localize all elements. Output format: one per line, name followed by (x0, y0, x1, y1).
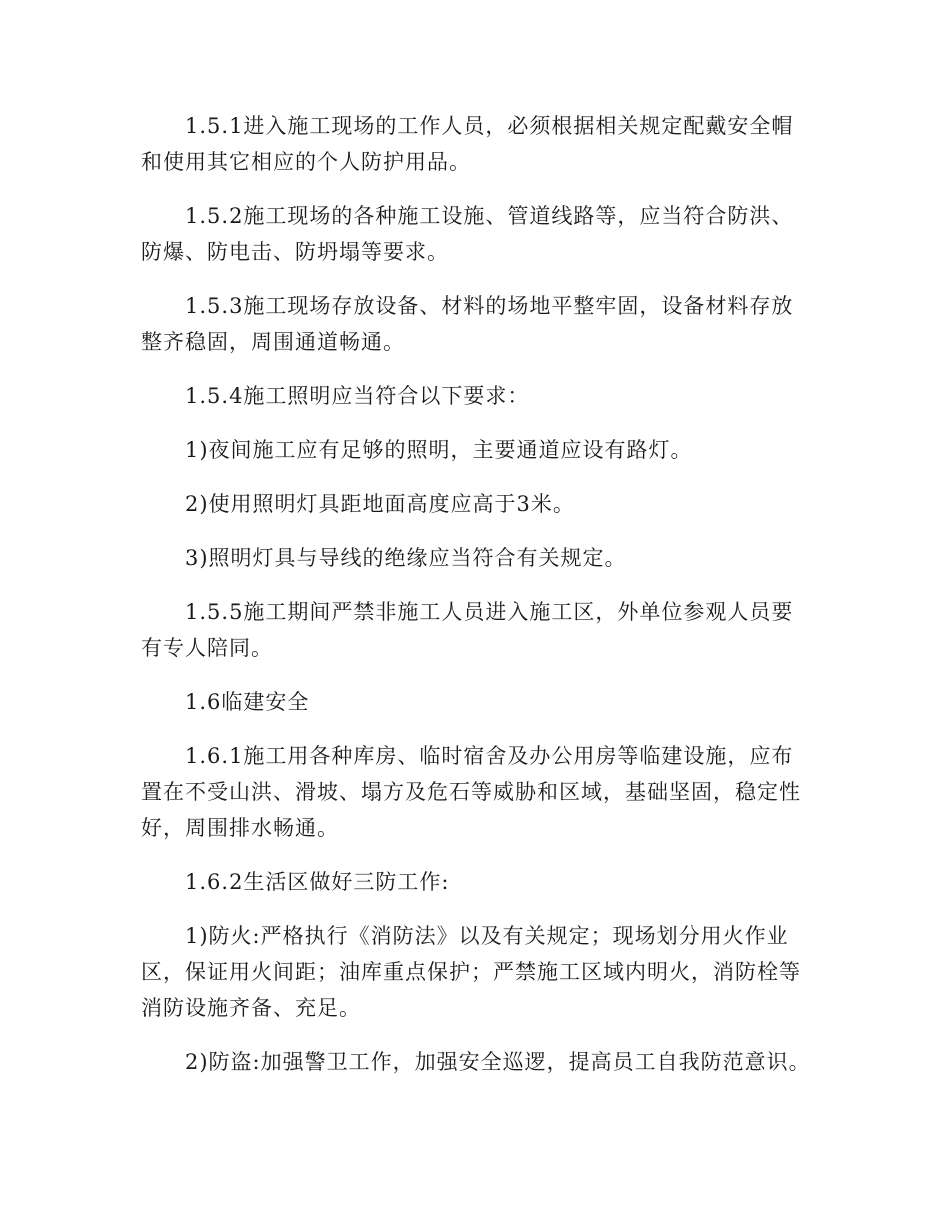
list-item-fire-prevention: 1)防火:严格执行《消防法》以及有关规定；现场划分用火作业区，保证用火间距；油库重点保护；严禁施工区域内明火，消防栓等消防设施齐备、充足。 (141, 924, 801, 1020)
list-item-lighting-2: 2)使用照明灯具距地面高度应高于3米。 (185, 492, 575, 516)
section-heading-1-6: 1.6临建安全 (185, 690, 310, 714)
paragraph-1-5-3: 1.5.3施工现场存放设备、材料的场地平整牢固，设备材料存放整齐稳固，周围通道畅通。 (141, 294, 794, 354)
paragraph-1-6-1: 1.6.1施工用各种库房、临时宿舍及办公用房等临建设施，应布置在不受山洪、滑坡、塌方及危石等威胁和区域，基础坚固，稳定性好，周围排水畅通。 (141, 744, 801, 840)
paragraph-1-6-2: 1.6.2生活区做好三防工作: (185, 870, 450, 894)
paragraph-1-5-2: 1.5.2施工现场的各种施工设施、管道线路等，应当符合防洪、防爆、防电击、防坍塌等要求。 (141, 204, 794, 264)
list-item-lighting-1: 1)夜间施工应有足够的照明，主要通道应设有路灯。 (185, 438, 693, 462)
document-body (141, 108, 811, 1098)
list-item-theft-prevention: 2)防盗:加强警卫工作，加强安全巡逻，提高员工自我防范意识。 (185, 1050, 811, 1074)
paragraph-1-5-5: 1.5.5施工期间严禁非施工人员进入施工区，外单位参观人员要有专人陪同。 (141, 600, 794, 660)
paragraph-1-5-1: 1.5.1进入施工现场的工作人员，必须根据相关规定配戴安全帽和使用其它相应的个人防护用品。 (141, 114, 794, 174)
list-item-lighting-3: 3)照明灯具与导线的绝缘应当符合有关规定。 (185, 546, 627, 570)
paragraph-1-5-4: 1.5.4施工照明应当符合以下要求： (185, 384, 530, 408)
